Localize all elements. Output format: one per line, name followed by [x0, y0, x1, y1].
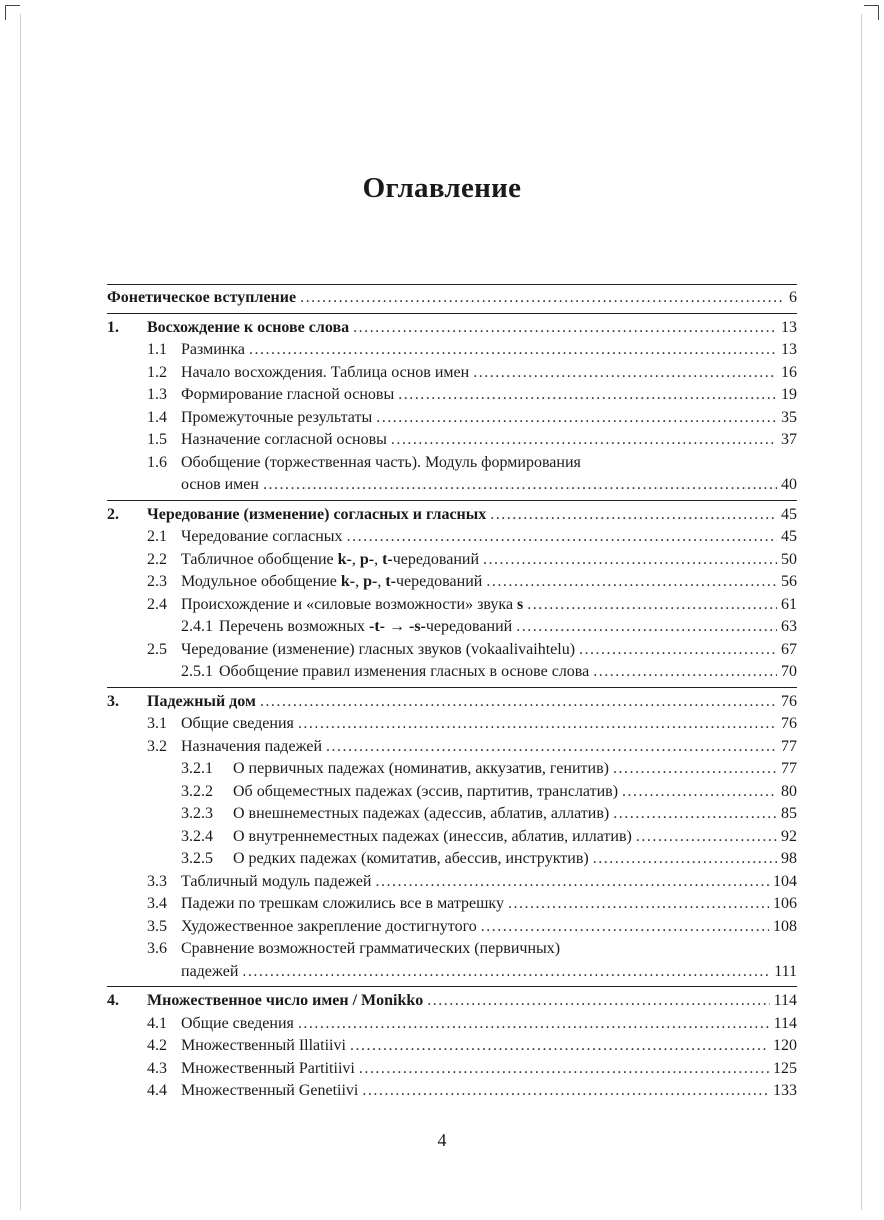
entry-title: Обобщение (торжественная часть). Модуль формирования: [181, 453, 581, 471]
toc-intro-section: [107, 284, 797, 310]
page-title: Оглавление: [362, 172, 522, 204]
crop-mark-top-right: [864, 5, 879, 20]
toc-chapter-1: [107, 313, 797, 497]
leader-dots: [298, 713, 777, 736]
entry-number: 1.2: [147, 363, 167, 381]
leader-dots: [375, 871, 769, 894]
leader-dots: [242, 961, 770, 984]
toc-chapter-4: [107, 986, 797, 1103]
leader-dots: [486, 571, 777, 594]
toc-chapter-heading[interactable]: [107, 990, 797, 1013]
entry-title: Чередование согласных: [181, 528, 343, 545]
toc-entry-4-2[interactable]: [107, 1035, 797, 1058]
entry-number: 2.1: [147, 528, 167, 545]
entry-page: 40: [781, 476, 797, 493]
entry-page: 56: [781, 573, 797, 590]
toc-entry-3-1[interactable]: [107, 713, 797, 736]
table-of-contents: [107, 284, 797, 1106]
leader-dots: [613, 758, 777, 781]
entry-number: 2.3: [147, 573, 167, 590]
leader-dots: [481, 916, 769, 939]
leader-dots: [527, 594, 777, 617]
entry-page: 133: [773, 1082, 797, 1099]
toc-entry-1-2[interactable]: [107, 362, 797, 385]
toc-entry-1-4[interactable]: [107, 407, 797, 430]
toc-entry-3-5[interactable]: [107, 916, 797, 939]
chapter-number: 4.: [107, 992, 119, 1009]
entry-page: 108: [773, 917, 797, 935]
entry-number: 3.2: [147, 737, 167, 755]
entry-title-continued: падежей: [181, 962, 239, 980]
leader-dots: [636, 826, 777, 849]
entry-title: Формирование гласной основы: [181, 386, 395, 403]
entry-number: 2.5: [147, 640, 167, 658]
chapter-page: 45: [781, 505, 797, 523]
leader-dots: [391, 429, 777, 452]
toc-entry-2-2[interactable]: [107, 549, 797, 572]
toc-entry-3-6[interactable]: [107, 938, 797, 983]
entry-title: О редких падежах (комитатив, абессив, инструктив): [233, 850, 589, 867]
toc-entry-1-3[interactable]: [107, 384, 797, 407]
entry-title: Общие сведения: [181, 1014, 294, 1032]
leader-dots: [249, 339, 777, 362]
entry-number: 1.6: [147, 453, 167, 471]
toc-entry-4-3[interactable]: [107, 1058, 797, 1081]
entry-title: Промежуточные результаты: [181, 408, 373, 426]
entry-number: 1.1: [147, 341, 167, 358]
toc-entry-3-2-3[interactable]: [107, 803, 797, 826]
entry-number: 3.5: [147, 917, 167, 935]
toc-entry-1-1[interactable]: [107, 339, 797, 362]
chapter-title: Множественное число имен / Monikko: [147, 992, 424, 1009]
leader-dots: [579, 639, 777, 662]
entry-title: Множественный Illatiivi: [181, 1037, 346, 1054]
chapter-page: 76: [781, 692, 797, 710]
toc-entry-4-4[interactable]: [107, 1080, 797, 1103]
toc-entry-2-1[interactable]: [107, 526, 797, 549]
toc-chapter-heading[interactable]: [107, 504, 797, 527]
entry-number: 3.2.2: [181, 782, 213, 800]
toc-entry-3-2-4[interactable]: [107, 826, 797, 849]
toc-entry-3-2-1[interactable]: [107, 758, 797, 781]
entry-number: 4.1: [147, 1014, 167, 1032]
toc-entry-3-4[interactable]: [107, 893, 797, 916]
entry-title: Сравнение возможностей грамматических (первичных): [181, 940, 561, 957]
toc-entry-page: 6: [789, 289, 797, 306]
entry-page: 77: [781, 737, 797, 755]
entry-title: Табличный модуль падежей: [181, 872, 372, 890]
entry-title: О внешнеместных падежах (адессив, аблатив, аллатив): [233, 805, 610, 822]
entry-number: 3.6: [147, 940, 167, 957]
toc-chapter-heading[interactable]: [107, 691, 797, 714]
leader-dots: [260, 691, 777, 714]
leader-dots: [398, 384, 777, 407]
entry-title: Множественный Partitiivi: [181, 1059, 355, 1077]
entry-page: 80: [781, 782, 797, 800]
chapter-title: Чередование (изменение) согласных и гласных: [147, 505, 487, 523]
entry-page: 16: [781, 363, 797, 381]
leader-dots: [593, 661, 777, 684]
leader-dots: [427, 990, 769, 1013]
leader-dots: [516, 616, 777, 639]
leader-dots: [473, 362, 777, 385]
entry-page: 114: [773, 1014, 797, 1032]
entry-number: 4.2: [147, 1037, 167, 1054]
entry-title: Назначения падежей: [181, 737, 323, 755]
entry-number: 2.4: [147, 595, 167, 613]
entry-page: 63: [781, 618, 797, 635]
leader-dots: [593, 848, 777, 871]
leader-dots: [483, 549, 777, 572]
leader-dots: [622, 781, 777, 804]
leader-dots: [347, 526, 777, 549]
leader-dots: [359, 1058, 769, 1081]
toc-entry-3-2-5[interactable]: [107, 848, 797, 871]
toc-chapter-3: [107, 687, 797, 984]
entry-title: Разминка: [181, 341, 245, 358]
entry-page: 13: [781, 341, 797, 358]
toc-entry-3-2[interactable]: [107, 736, 797, 759]
entry-number: 4.4: [147, 1082, 167, 1099]
entry-number: 2.4.1: [181, 618, 213, 635]
toc-entry-2-4[interactable]: [107, 594, 797, 617]
entry-title: Чередование (изменение) гласных звуков (vokaalivaihtelu): [181, 640, 576, 658]
entry-page: 104: [773, 872, 797, 890]
entry-number: 4.3: [147, 1059, 167, 1077]
entry-number: 1.4: [147, 408, 167, 426]
entry-title: Происхождение и «силовые возможности» звука s: [181, 595, 524, 613]
entry-number: 1.5: [147, 431, 167, 448]
entry-page: 50: [781, 550, 797, 568]
toc-entry-intro[interactable]: [107, 287, 797, 310]
entry-title: Начало восхождения. Таблица основ имен: [181, 363, 470, 381]
chapter-number: 2.: [107, 505, 119, 523]
entry-page: 76: [781, 715, 797, 732]
chapter-title: Восхождение к основе слова: [147, 318, 350, 336]
entry-title: Падежи по трешкам сложились все в матрешку: [181, 895, 504, 912]
entry-page: 106: [773, 895, 797, 912]
entry-page: 77: [781, 760, 797, 777]
entry-title: Обобщение правил изменения гласных в основе слова: [219, 663, 590, 680]
entry-page: 70: [781, 663, 797, 680]
toc-entry-3-3[interactable]: [107, 871, 797, 894]
entry-title: Об общеместных падежах (эссив, партитив, транслатив): [233, 782, 619, 800]
entry-page: 85: [781, 805, 797, 822]
toc-entry-2-5[interactable]: [107, 639, 797, 662]
leader-dots: [350, 1035, 769, 1058]
entry-title: Назначение согласной основы: [181, 431, 387, 448]
entry-number: 3.2.5: [181, 850, 213, 867]
leader-dots: [490, 504, 777, 527]
toc-entry-4-1[interactable]: [107, 1013, 797, 1036]
toc-entry-1-5[interactable]: [107, 429, 797, 452]
entry-page: 111: [774, 962, 797, 980]
entry-page: 45: [781, 528, 797, 545]
entry-number: 3.2.1: [181, 760, 213, 777]
entry-number: 3.2.3: [181, 805, 213, 822]
page-number: 4: [437, 1130, 447, 1150]
chapter-number: 3.: [107, 692, 119, 710]
toc-chapter-heading[interactable]: [107, 317, 797, 340]
leader-dots: [300, 287, 785, 310]
entry-number: 3.3: [147, 872, 167, 890]
entry-page: 98: [781, 850, 797, 867]
toc-entry-2-4-1[interactable]: [107, 616, 797, 639]
entry-page: 92: [781, 827, 797, 845]
entry-title-continued: основ имен: [181, 476, 259, 493]
entry-title: Множественный Genetiivi: [181, 1082, 359, 1099]
leader-dots: [613, 803, 777, 826]
entry-number: 3.2.4: [181, 827, 213, 845]
entry-page: 35: [781, 408, 797, 426]
entry-page: 67: [781, 640, 797, 658]
entry-page: 125: [773, 1059, 797, 1077]
leader-dots: [362, 1080, 769, 1103]
leader-dots: [263, 474, 777, 497]
entry-number: 2.5.1: [181, 663, 213, 680]
chapter-page: 114: [773, 992, 797, 1009]
entry-title: Модульное обобщение k-, p-, t-чередований: [181, 573, 483, 590]
leader-dots: [376, 407, 777, 430]
entry-title: Художественное закрепление достигнутого: [181, 917, 477, 935]
chapter-title: Падежный дом: [147, 692, 256, 710]
entry-title: Табличное обобщение k-, p-, t-чередований: [181, 550, 480, 568]
toc-entry-1-6[interactable]: [107, 452, 797, 497]
entry-page: 61: [781, 595, 797, 613]
entry-number: 3.4: [147, 895, 167, 912]
entry-page: 19: [781, 386, 797, 403]
entry-number: 1.3: [147, 386, 167, 403]
toc-entry-3-2-2[interactable]: [107, 781, 797, 804]
chapter-page: 13: [781, 318, 797, 336]
toc-entry-title: Фонетическое вступление: [107, 289, 297, 306]
toc-chapter-2: [107, 500, 797, 684]
entry-title: Перечень возможных -t- → -s-чередований: [219, 618, 513, 635]
leader-dots: [298, 1013, 770, 1036]
toc-entry-2-5-1[interactable]: [107, 661, 797, 684]
leader-dots: [508, 893, 769, 916]
toc-entry-2-3[interactable]: [107, 571, 797, 594]
entry-title: О первичных падежах (номинатив, аккузатив, генитив): [233, 760, 609, 777]
chapter-number: 1.: [107, 318, 119, 336]
entry-page: 120: [773, 1037, 797, 1054]
leader-dots: [326, 736, 777, 759]
entry-title: Общие сведения: [181, 715, 294, 732]
crop-mark-top-left: [5, 5, 20, 20]
entry-number: 2.2: [147, 550, 167, 568]
leader-dots: [353, 317, 777, 340]
entry-number: 3.1: [147, 715, 167, 732]
entry-page: 37: [781, 431, 797, 448]
entry-title: О внутреннеместных падежах (инессив, аблатив, иллатив): [233, 827, 632, 845]
